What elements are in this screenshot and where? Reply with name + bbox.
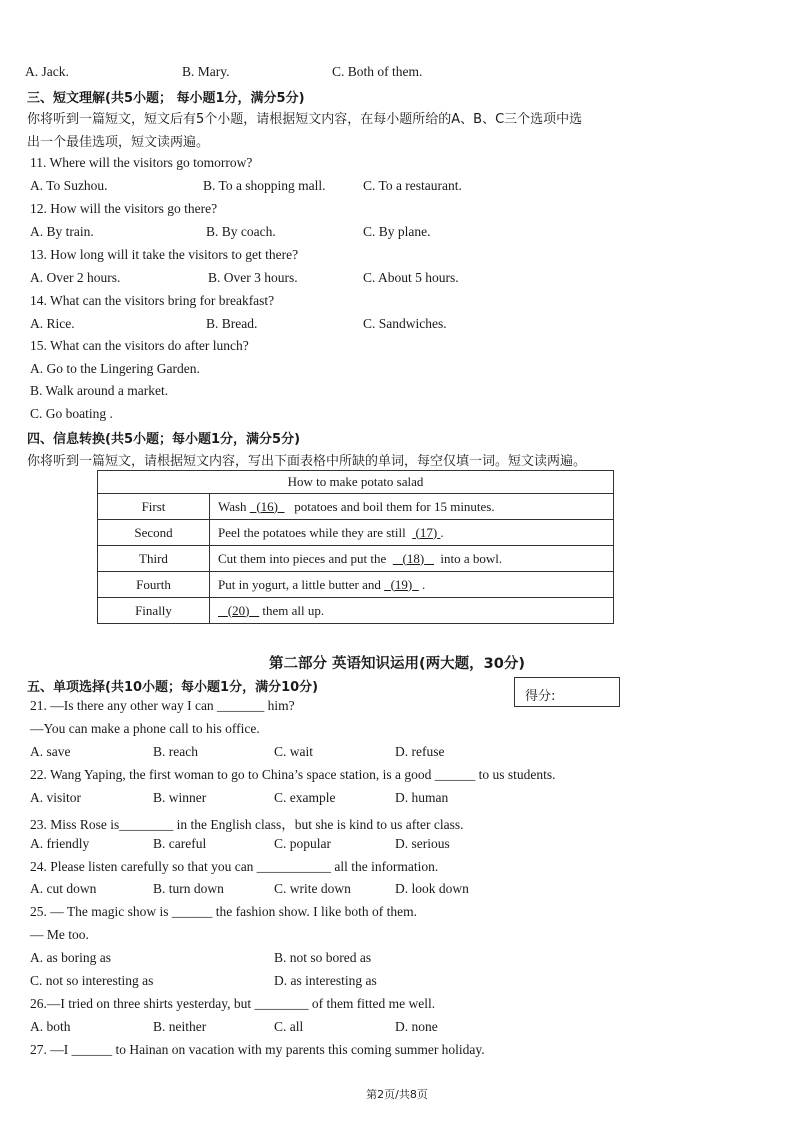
step-text-post: into a bowl. [440,550,503,566]
option-a: A. Over 2 hours. [30,270,121,285]
step-text-post: potatoes and boil them for 15 minutes. [294,498,495,514]
table-title: How to make potato salad [98,471,614,494]
table-row [98,494,614,520]
option-b: B. turn down [153,881,224,896]
option-a: A. save [30,744,71,759]
option-b: B. To a shopping mall. [203,178,326,193]
score-label: 得分: [525,689,556,704]
option-a: A. friendly [30,836,90,851]
option-a: A. visitor [30,790,82,805]
question-25: 25. — The magic show is ______ the fashion show. I like both of them. [30,904,417,919]
question-22: 22. Wang Yaping, the first woman to go to China’s space station, is a good ______ to us students. [30,767,556,782]
section4-title: 四、信息转换(共5小题；每小题1分，满分5分) [27,432,301,447]
blank-number: (20) [227,602,250,618]
question-14: 14. What can the visitors bring for breakfast? [30,293,275,308]
option-c: C. not so interesting as [30,973,154,988]
section4-instruction: 你将听到一篇短文，请根据短文内容，写出下面表格中所缺的单词，每空仅填一词。短文读两遍。 [27,454,587,469]
option-c: C. wait [274,744,313,759]
step-text-pre: Cut them into pieces and put the [218,550,387,566]
step-text-post: . [440,524,444,540]
option-a: A. as boring as [30,950,111,965]
question-26: 26.—I tried on three shirts yesterday, but ________ of them fitted me well. [30,996,436,1011]
step-text-pre: Wash [218,498,247,514]
blank-18[interactable] [393,551,434,566]
option-d: D. refuse [395,744,445,759]
blank-19[interactable] [384,577,419,592]
option-row [30,270,750,288]
option-c: C. Go boating . [30,406,113,421]
option-row [30,178,750,196]
table-row [98,572,614,598]
option-d: D. look down [395,881,469,896]
potato-salad-table [97,470,614,624]
option-row [30,1019,750,1037]
step-label: Second [98,520,210,546]
question-23: 23. Miss Rose is________ in the English class，but she is kind to us after class. [30,817,464,832]
step-text-pre: Put in yogurt, a little butter and [218,576,381,592]
page-footer: 第2页/共8页 [366,1088,428,1101]
step-text [210,598,614,624]
option-d: D. human [395,790,449,805]
option-b: B. Bread. [206,316,258,331]
blank-number: (18) [402,550,425,566]
option-row [30,836,750,854]
option-a: A. Jack. [25,64,69,79]
section3-instruction: 你将听到一篇短文，短文后有5个小题，请根据短文内容，在每小题所给的A、B、C三个选项中选 [27,112,583,127]
option-c: C. By plane. [363,224,431,239]
option-c: C. all [274,1019,304,1034]
step-text [210,546,614,572]
option-d: D. serious [395,836,450,851]
question-25-reply: — Me too. [30,927,89,942]
option-c: C. Sandwiches. [363,316,447,331]
option-b: B. Mary. [182,64,230,79]
option-row [30,973,750,991]
option-a: A. By train. [30,224,94,239]
question-21: 21. —Is there any other way I can _______ him? [30,698,295,713]
question-13: 13. How long will it take the visitors to get there? [30,247,299,262]
option-row [30,744,750,762]
option-row [30,950,750,968]
option-d: D. none [395,1019,438,1034]
option-b: B. careful [153,836,207,851]
question-24: 24. Please listen carefully so that you can ___________ all the information. [30,859,439,874]
part2-title: 第二部分 英语知识运用(两大题，30分) [269,656,525,672]
option-d: D. as interesting as [274,973,377,988]
option-a: A. cut down [30,881,97,896]
table-row [98,598,614,624]
step-label: First [98,494,210,520]
option-c: C. To a restaurant. [363,178,462,193]
step-label: Third [98,546,210,572]
option-row [25,64,750,82]
step-text [210,494,614,520]
step-text [210,520,614,546]
section3-instruction-2: 出一个最佳选项，短文读两遍。 [27,135,210,150]
option-c: C. About 5 hours. [363,270,459,285]
option-b: B. neither [153,1019,207,1034]
section5-title: 五、单项选择(共10小题；每小题1分，满分10分) [27,680,319,695]
step-text [210,572,614,598]
option-row [30,224,750,242]
question-15: 15. What can the visitors do after lunch? [30,338,249,353]
option-row [30,881,750,899]
option-row [30,790,750,808]
step-label: Finally [98,598,210,624]
option-row [30,316,750,334]
blank-number: (16) [256,498,278,514]
blank-17[interactable] [412,525,440,540]
option-b: B. winner [153,790,207,805]
step-text-post: them all up. [262,602,325,618]
option-a: A. To Suzhou. [30,178,108,193]
option-a: A. Rice. [30,316,75,331]
option-b: B. not so bored as [274,950,372,965]
option-b: B. By coach. [206,224,276,239]
table-row [98,520,614,546]
step-text-post: . [422,576,426,592]
question-12: 12. How will the visitors go there? [30,201,218,216]
blank-16[interactable] [250,499,285,514]
step-text-pre: Peel the potatoes while they are still [218,524,406,540]
option-b: B. Walk around a market. [30,383,169,398]
question-21-reply: —You can make a phone call to his office. [30,721,260,736]
option-c: C. write down [274,881,351,896]
step-label: Fourth [98,572,210,598]
section3-title: 三、短文理解(共5小题； 每小题1分，满分5分) [27,91,305,106]
question-27: 27. —I ______ to Hainan on vacation with my parents this coming summer holiday. [30,1042,485,1057]
option-c: C. popular [274,836,331,851]
score-box[interactable] [514,677,620,707]
blank-number: (17) [415,524,438,540]
option-c: C. Both of them. [332,64,423,79]
blank-20[interactable] [218,603,259,618]
option-b: B. reach [153,744,198,759]
option-a: A. Go to the Lingering Garden. [30,361,200,376]
option-c: C. example [274,790,336,805]
table-row [98,546,614,572]
option-a: A. both [30,1019,71,1034]
option-b: B. Over 3 hours. [208,270,298,285]
blank-number: (19) [390,576,413,592]
question-11: 11. Where will the visitors go tomorrow? [30,155,253,170]
